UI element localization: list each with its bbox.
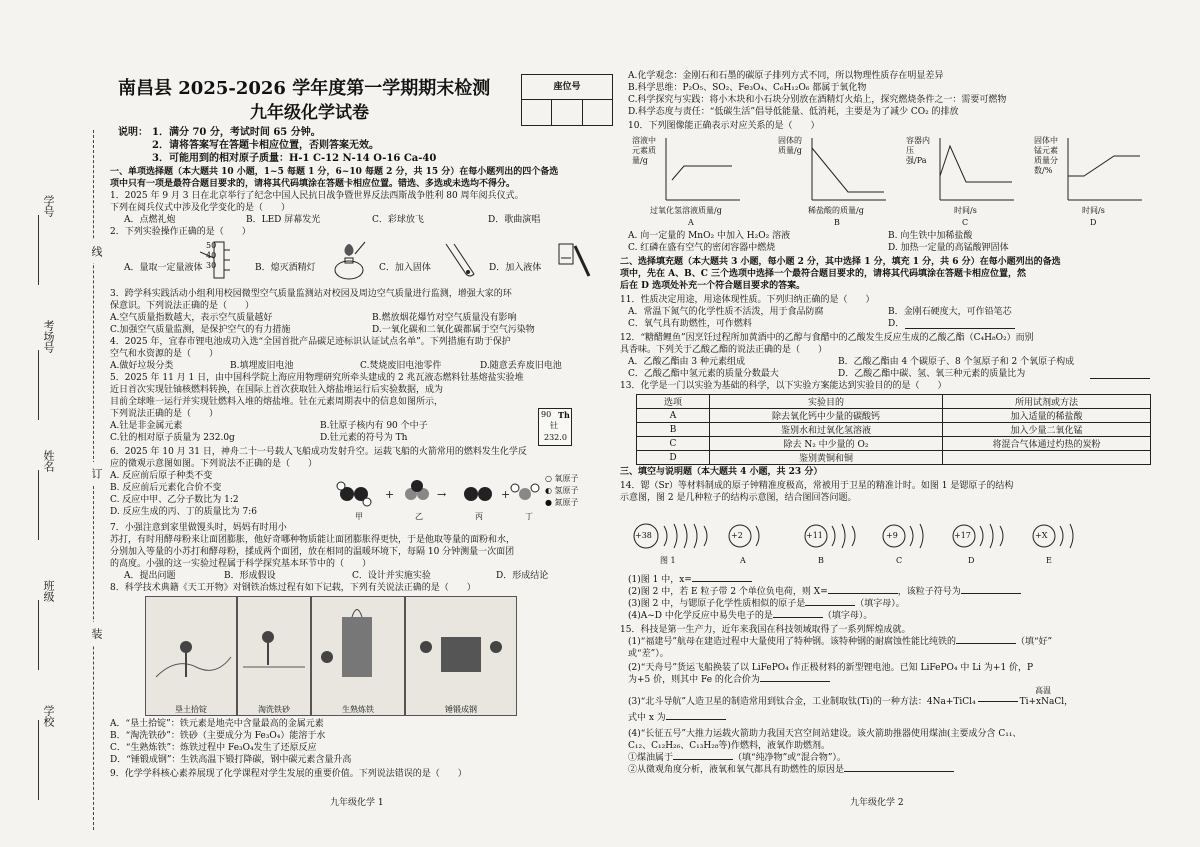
q14-part2b: ，该粒子符号为: [897, 587, 961, 597]
legend-oxygen: 氧原子: [554, 474, 579, 483]
q5-option-c: C.钍的相对原子质量为 232.0g: [110, 433, 235, 443]
reaction-condition: 高温: [1035, 686, 1051, 695]
q4-stem: 4．2025 年，宜春市锂电池成功入选“全国首批产品碳足迹标识认证试点名单”。下列措施有助于保护: [110, 337, 511, 347]
section1-title-2: 项中只有一项是最符合题目要求的，请将其代码填涂在答题卡相应位置。错选、多选或未选均不得分。: [110, 179, 516, 189]
graph-a-tag: A: [688, 218, 694, 227]
q1-stem: 1．2025 年 9 月 3 日在北京举行了纪念中国人民抗日战争暨世界反法西斯战争胜利 80 周年阅兵仪式。: [110, 191, 524, 201]
test-tube-liquid-figure: [555, 238, 600, 282]
q5-option-d: D.钍元素的符号为 Th: [320, 433, 408, 443]
table-cell: D: [637, 451, 710, 465]
table-cell: 加入适量的稀盐酸: [943, 409, 1151, 423]
atom-tag-a: A: [740, 556, 746, 565]
q15-part4d: （填“纯净物”或“混合物”）。: [733, 753, 846, 763]
q7-option-c: C．设计并实施实验: [352, 571, 431, 581]
farmer-illustration-icon: [146, 597, 236, 701]
section2-title: 二、选择填充题（本大题共 3 小题，每小题 2 分，其中选择 1 分，填充 1 分，共 6 分）在每小题列出的备选: [620, 257, 1061, 267]
q7-stem-3: 分别加入等量的小苏打和酵母粉，揉成两个面团，放在相同的温暖环境下，每隔 10 分钟测量一次面团: [110, 547, 515, 557]
q12-option-a: A．乙酸乙酯由 3 种元素组成: [628, 357, 745, 367]
q8-stem: 8．科学技术典籍《天工开物》对钢铁冶炼过程有如下记载，下列有关说法正确的是（ ）: [110, 583, 476, 593]
q12-option-d: D．乙酸乙酯中碳、氢、氧三种元素的质量比为: [838, 369, 1026, 379]
q9-stem: 9．化学学科核心素养展现了化学课程对学生发展的重要价值。下列说法错误的是（ ）: [110, 769, 467, 779]
graph-a-xlabel: 过氧化氢溶液质量/g: [650, 206, 722, 215]
atom-tag-b: B: [818, 556, 824, 565]
class-label: 班级: [42, 580, 55, 602]
element-name: 钍: [550, 421, 558, 430]
exam-subtitle: 九年级化学试卷: [250, 103, 369, 123]
table-cell: A: [637, 409, 710, 423]
q12-option-b: B．乙酸乙酯由 4 个碳原子、8 个氢原子和 2 个氧原子构成: [838, 357, 1075, 367]
graph-b-ylabel: 固体的质量/g: [778, 136, 802, 155]
q3-stem: 3．跨学科实践活动小组利用校园微型空气质量监测站对校园及周边空气质量进行监测，增强大家的环: [110, 289, 512, 299]
element-symbol: Th: [558, 410, 570, 420]
q15-part4c: ①煤油属于: [628, 753, 674, 763]
q14-stem: 14．锶（Sr）等材料制成的原子钟精准度极高，常被用于卫星的精准计时。如图 1 是锶原子的结构: [620, 481, 1014, 491]
q8-figure-3: [311, 596, 405, 716]
binding-line-char: 线: [90, 246, 103, 257]
q14-part3b: （填字母）。: [855, 599, 905, 609]
q10-graph-d: [1034, 132, 1146, 228]
reaction-arrow-icon: [978, 701, 1018, 702]
q15-part3-blank[interactable]: [666, 719, 726, 720]
q15-part2: (2)“天舟号”货运飞船换装了以 LiFePO₄ 作正极材料的新型锂电池。已知 LiFePO₄ 中 Li 为+1 价，P: [628, 663, 1034, 673]
q14-atom-diagrams: [632, 520, 1152, 570]
table-cell: 鉴别水和过氧化氢溶液: [710, 423, 943, 437]
q9-option-a: A.化学观念：金刚石和石墨的碳原子排列方式不同，所以物理性质存在明显差异: [628, 71, 944, 81]
q2-option-a: A．量取一定量液体: [124, 263, 203, 273]
q11-stem: 11．性质决定用途，用途体现性质。下列归纳正确的是（ ）: [620, 295, 875, 305]
q14-stem-2: 示意图，图 2 是几种粒子的结构示意图，结合图回答问题。: [620, 493, 857, 503]
q3-option-a: A.空气质量指数越大，表示空气质量越好: [110, 313, 273, 323]
svg-text:+: +: [385, 488, 395, 501]
graph-b-tag: B: [834, 218, 840, 227]
school-label: 学校: [42, 705, 55, 727]
name-label: 姓名: [42, 450, 55, 472]
atom-nucleus-a: +2: [731, 531, 743, 540]
q10-option-a: A. 向一定量的 MnO₂ 中加入 H₂O₂ 溶液: [628, 231, 791, 241]
q8-caption-1: 垦土拾锭: [175, 705, 207, 714]
atom-tag-c: C: [896, 556, 903, 565]
q14-part1: (1)图 1 中，x=: [628, 575, 692, 585]
section2-title-2: 项中，先在 A、B、C 三个选项中选择一个最符合题目要求的，请将其代码填涂在答题卡相应位置，然: [620, 269, 1027, 279]
graph-d-xlabel: 时间/s: [1082, 206, 1105, 215]
q8-caption-3: 生熟炼铁: [342, 705, 374, 714]
q10-option-d: D. 加热一定量的高锰酸钾固体: [888, 243, 1009, 253]
q5-stem-3: 目前全球唯一运行并实现钍燃料入堆的熔盐堆。钍在元素周期表中的信息如图所示，: [110, 397, 444, 407]
page-footer-1: 九年级化学 1: [330, 798, 384, 808]
q10-graph-a: [632, 132, 744, 228]
page-footer-2: 九年级化学 2: [850, 798, 904, 808]
q7-option-b: B．形成假设: [224, 571, 276, 581]
table-row: [637, 451, 1151, 465]
note-1: 1．满分 70 分，考试时间 65 分钟。: [152, 127, 321, 138]
q1-option-c: C．彩球放飞: [372, 215, 424, 225]
q12-stem: 12．“糖醋鲤鱼”因烹饪过程所加黄酒中的乙醇与食醋中的乙酸发生反应生成的乙酸乙酯（C₄H₈O₂）而别: [620, 333, 1034, 343]
notes-label: 说明：: [118, 127, 148, 138]
label-yi: 乙: [415, 512, 423, 521]
seat-number-box: [521, 74, 613, 126]
q11-option-a: A．常温下氮气的化学性质不活泼，用于食品防腐: [628, 307, 824, 317]
q15-part4e: ②从微观角度分析，液氧和氧气都具有助燃性的原因是: [628, 765, 845, 775]
table-cell: 除去 N₂ 中少量的 O₂: [710, 437, 943, 451]
table-row: [637, 437, 1151, 451]
q5-option-b: B.钍原子核内有 90 个中子: [320, 421, 428, 431]
section3-title: 三、填空与说明题（本大题共 4 小题，共 23 分）: [620, 467, 823, 477]
q13-table: [636, 394, 1151, 465]
q15-part3: (3)“北斗导航”人造卫星的制造常用到钛合金，工业制取钛(Ti)的一种方法：4Na+TiCl₄: [628, 697, 976, 707]
q12-d-blank[interactable]: [1090, 378, 1150, 379]
exam-room-label: 考场号: [42, 320, 55, 353]
q14-part4-blank[interactable]: [773, 617, 823, 618]
table-cell: 除去氧化钙中少量的碳酸钙: [710, 409, 943, 423]
seat-number-label: 座位号: [522, 75, 612, 100]
q15-part3-equation: Ti+xNaCl，: [1019, 697, 1074, 707]
q5-stem-2: 近日首次实现钍铀核燃料转换，在国际上首次获取钍入熔盐堆运行后实验数据，成为: [110, 385, 444, 395]
graph-c-ylabel: 容器内压强/Pa: [906, 136, 930, 165]
q2-stem: 2．下列实验操作正确的是（ ）: [110, 227, 251, 237]
atom-nucleus-c: +9: [886, 531, 898, 540]
q15-part2b: 为+5 价，则其中 Fe 的化合价为: [628, 675, 760, 685]
q5-option-a: A.钍是非金属元素: [110, 421, 183, 431]
q15-part3b: 式中 x 为: [628, 713, 666, 723]
q10-graph-c: [906, 132, 1018, 228]
note-2: 2．请将答案写在答题卡相应位置，否则答案无效。: [152, 140, 379, 151]
note-3: 3．可能用到的相对原子质量：H-1 C-12 N-14 O-16 Ca-40: [152, 153, 437, 164]
q6-option-a: A. 反应前后原子种类不变: [110, 471, 213, 481]
q5-stem-4: 下列说法正确的是（ ）: [110, 409, 219, 419]
label-jia: 甲: [355, 512, 363, 521]
q15-part4e-blank[interactable]: [844, 771, 954, 772]
q7-stem: 7．小强注意到家里做馒头时，妈妈有时用小: [110, 523, 287, 533]
atom-tag-d: D: [968, 556, 975, 565]
q11-option-b: B．金刚石硬度大，可作铅笔芯: [888, 307, 1012, 317]
q14-part4b: （填字母）。: [822, 611, 873, 621]
q8-option-a: A．“垦土拾锭”：铁元素是地壳中含量最高的金属元素: [110, 719, 324, 729]
q10-option-b: B. 向生铁中加稀盐酸: [888, 231, 973, 241]
table-cell: 将混合气体通过灼热的炭粉: [943, 437, 1151, 451]
q15-part4b: C₁₂、C₁₂H₂₆、C₁₃H₂₈等)作燃料，液氧作助燃剂。: [628, 741, 830, 751]
table-cell: 鉴别黄铜和铜: [710, 451, 943, 465]
q4-option-d: D.随意丢弃废旧电池: [480, 361, 562, 371]
q3-option-d: D.一氧化碳和二氧化碳都属于空气污染物: [372, 325, 535, 335]
q1-option-a: A．点燃礼炮: [124, 215, 176, 225]
q15-part1c: 或“差”）。: [628, 649, 669, 659]
q6-stem: 6．2025 年 10 月 31 日，神舟二十一号载人飞船成功发射升空。运载飞船的火箭常用的燃料发生化学反: [110, 447, 527, 457]
q14-part3: (3)图 2 中，与锶原子化学性质相似的原子是: [628, 599, 806, 609]
graph-c-xlabel: 时间/s: [954, 206, 977, 215]
q15-part1b: （填“好”: [1015, 637, 1053, 647]
q7-stem-2: 苏打，有时用酵母粉来让面团膨胀，他好奇哪种物质能让面团膨胀得更快，于是他取等量的面粉和水，: [110, 535, 516, 545]
q9-option-c: C.科学探究与实践：将小木块和小石块分别放在酒精灯火焰上，探究燃烧条件之一：需要可燃物: [628, 95, 1007, 105]
q3-option-c: C.加强空气质量监测，是保护空气的有力措施: [110, 325, 291, 335]
q9-option-b: B.科学思维：P₂O₅、SO₂、Fe₃O₄、C₆H₁₂O₆ 都属于氧化物: [628, 83, 867, 93]
q7-option-a: A．提出问题: [124, 571, 176, 581]
furnace-illustration-icon: [312, 597, 404, 701]
alcohol-lamp-figure: [325, 238, 375, 282]
graph-a-plot: [662, 136, 742, 206]
graph-d-plot: [1064, 136, 1144, 206]
q10-stem: 10．下列图像能正确表示对应关系的是（ ）: [628, 121, 820, 131]
q2-option-c: C．加入固体: [379, 263, 431, 273]
q10-option-c: C. 红磷在盛有空气的密闭容器中燃烧: [628, 243, 776, 253]
q5-stem: 5．2025 年 11 月 1 日，由中国科学院上海应用物理研究所牵头建成的 2 兆瓦液态燃料钍基熔盐实验堆: [110, 373, 524, 383]
q11-option-d: D．: [888, 319, 905, 329]
forging-illustration-icon: [406, 597, 516, 701]
q6-option-b: B. 反应前后元素化合价不变: [110, 483, 222, 493]
washing-illustration-icon: [238, 597, 310, 701]
q4-stem-2: 空气和水资源的是（ ）: [110, 349, 219, 359]
q15-part4: (4)“长征五号”大推力运载火箭助力我国天宫空间站建设。该火箭助推器使用煤油(主要成分含 C₁₁、: [628, 729, 1022, 739]
atom-tag-fig1: 图 1: [660, 556, 676, 565]
q15-part1-blank[interactable]: [956, 643, 1016, 644]
q3-stem-2: 保意识。下列说法正确的是（ ）: [110, 301, 255, 311]
graph-d-ylabel: 固体中锰元素质量分数/%: [1034, 136, 1058, 175]
q8-figure-2: [237, 596, 311, 716]
thorium-element-card: [538, 408, 572, 446]
q7-stem-4: 的高度。小强的这一实验过程属于科学探究基本环节中的（ ）: [110, 559, 372, 569]
q14-part2: (2)图 2 中，若 E 粒子带 2 个单位负电荷，则 X=: [628, 587, 828, 597]
q14-part2-symbol-blank[interactable]: [961, 593, 1021, 594]
atom-nucleus-d: +17: [954, 531, 971, 540]
graph-d-tag: D: [1090, 218, 1097, 227]
section1-title: 一、单项选择题（本大题共 10 小题，1~5 每题 1 分，6~10 每题 2 分，共 15 分）在每小题列出的四个备选: [110, 167, 559, 177]
element-number: 90: [541, 410, 552, 419]
table-row: [637, 423, 1151, 437]
q14-part2-blank[interactable]: [828, 593, 898, 594]
q2-option-d: D．加入液体: [489, 263, 542, 273]
graph-c-plot: [936, 136, 1016, 206]
svg-text:→: →: [437, 488, 447, 501]
q14-part1-blank[interactable]: [692, 581, 752, 582]
hydrogen-atom-legend-icon: ◐: [545, 486, 555, 495]
exam-title: 南昌县 2025-2026 学年度第一学期期末检测: [118, 78, 491, 99]
q11-d-blank[interactable]: [905, 328, 1015, 329]
student-id-label: 学号: [42, 195, 55, 217]
graph-b-xlabel: 稀盐酸的质量/g: [808, 206, 864, 215]
table-row: [637, 409, 1151, 423]
q4-option-a: A.做好垃圾分类: [110, 361, 174, 371]
binding-bind-char: 订: [90, 468, 103, 479]
table-cell-blank[interactable]: [943, 451, 1151, 465]
q1-option-b: B．LED 屏幕发光: [246, 215, 321, 225]
q14-part4: (4)A~D 中化学反应中易失电子的是: [628, 611, 773, 621]
cylinder-mark-50: 50: [206, 241, 217, 250]
q8-option-b: B．“淘洗铁砂”：铁砂（主要成分为 Fe₃O₄）能溶于水: [110, 731, 326, 741]
oxygen-atom-legend-icon: ○: [545, 474, 555, 483]
graph-b-plot: [808, 136, 888, 206]
legend-hydrogen: 氢原子: [554, 486, 579, 495]
q15-stem: 15．科技是第一生产力，近年来我国在科技领域取得了一系列辉煌成就。: [620, 625, 911, 635]
cylinder-mark-40: 40: [206, 251, 217, 260]
graph-c-tag: C: [962, 218, 969, 227]
binding-margin: [0, 0, 112, 847]
legend-nitrogen: 氮原子: [554, 498, 579, 507]
q6-stem-2: 应的微观示意图如图。下列说法不正确的是（ ）: [110, 459, 318, 469]
atom-nucleus-sr: +38: [635, 531, 652, 540]
label-ding: 丁: [525, 512, 533, 521]
table-header-row: [637, 395, 1151, 409]
table-header: 选项: [637, 395, 710, 409]
q14-part3-blank[interactable]: [805, 605, 855, 606]
q6-option-c: C. 反应中甲、乙分子数比为 1:2: [110, 495, 239, 505]
svg-text:+: +: [501, 488, 511, 501]
q8-option-c: C．“生熟炼铁”：炼铁过程中 Fe₃O₄发生了还原反应: [110, 743, 317, 753]
q15-part2-blank[interactable]: [760, 681, 830, 682]
q4-option-b: B.填埋废旧电池: [230, 361, 294, 371]
nitrogen-atom-legend-icon: ●: [545, 498, 555, 507]
binding-seal-char: 装: [90, 628, 103, 639]
element-mass: 232.0: [544, 433, 567, 442]
test-tube-solid-figure: [440, 240, 480, 280]
q8-option-d: D．“锤锻成钢”：生铁高温下锻打降碳，钢中碳元素含量升高: [110, 755, 352, 765]
q1-option-d: D．歌曲演唱: [488, 215, 541, 225]
table-cell: 加入少量二氧化锰: [943, 423, 1151, 437]
q13-stem: 13．化学是一门以实验为基础的科学，以下实验方案能达到实验目的的是（ ）: [620, 381, 947, 391]
q8-caption-2: 淘洗铁砂: [258, 705, 290, 714]
q1-stem-2: 下列在阅兵仪式中涉及化学变化的是（ ）: [110, 203, 291, 213]
table-header: 实验目的: [710, 395, 943, 409]
atom-nucleus-e: +X: [1035, 531, 1048, 540]
q3-option-b: B.燃放烟花爆竹对空气质量没有影响: [372, 313, 517, 323]
q4-option-c: C.焚烧废旧电池零件: [360, 361, 442, 371]
q15-part4c-blank[interactable]: [673, 759, 733, 760]
q8-figure-4: [405, 596, 517, 716]
q15-part1: (1)“福建号”航母在建造过程中大量使用了特种钢。该特种钢的耐腐蚀性能比纯铁的: [628, 637, 956, 647]
q10-graph-b: [778, 132, 890, 228]
q11-option-c: C．氧气具有助燃性，可作燃料: [628, 319, 752, 329]
q2-option-b: B．熄灭酒精灯: [255, 263, 316, 273]
atom-nucleus-b: +11: [806, 531, 823, 540]
table-cell: B: [637, 423, 710, 437]
q6-option-d: D. 反应生成的丙、丁的质量比为 7:6: [110, 507, 257, 517]
q12-option-c: C．乙酸乙酯中氢元素的质量分数最大: [628, 369, 779, 379]
q8-caption-4: 锤锻成钢: [445, 705, 477, 714]
q8-figure-1: [145, 596, 237, 716]
cylinder-mark-30: 30: [206, 261, 217, 270]
q7-option-d: D．形成结论: [496, 571, 549, 581]
table-cell: C: [637, 437, 710, 451]
graph-a-ylabel: 溶液中元素质量/g: [632, 136, 656, 165]
atom-tag-e: E: [1046, 556, 1052, 565]
q12-stem-2: 具香味。下列关于乙酸乙酯的说法正确的是（ ）: [620, 345, 828, 355]
table-header: 所用试剂或方法: [943, 395, 1151, 409]
section2-title-3: 后在 D 选项处补充一个符合题目要求的答案。: [620, 281, 806, 291]
q9-option-d: D.科学态度与责任：“低碳生活”倡导低能量、低消耗，主要是为了减少 CO₂ 的排放: [628, 107, 959, 117]
label-bing: 丙: [475, 512, 483, 521]
